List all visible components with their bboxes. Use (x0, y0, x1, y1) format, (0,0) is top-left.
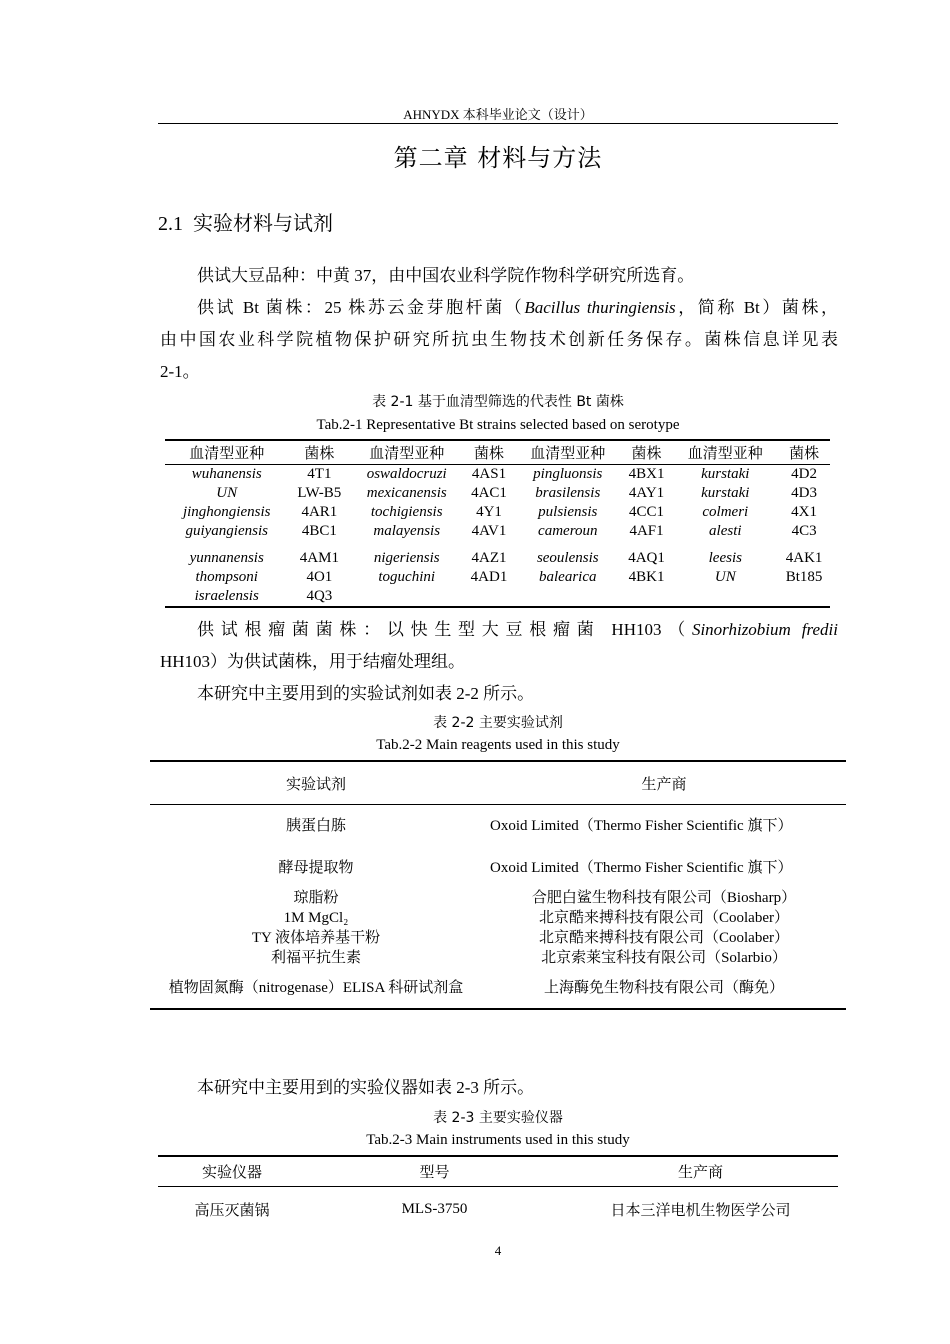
header-rule (158, 123, 838, 124)
table-reagents (150, 760, 846, 1010)
manufacturer-cell: 北京酷来搏科技有限公司（Coolaber） (539, 910, 789, 926)
rhizobium-line-1 (160, 614, 838, 646)
manufacturer-cell: 上海酶免生物科技有限公司（酶免） (543, 979, 784, 996)
strain-cell: 4BX1 (628, 466, 665, 482)
strain-cell (621, 587, 673, 607)
section-heading (158, 207, 333, 236)
strain-cell: LW-B5 (297, 485, 342, 501)
table-row (165, 484, 830, 503)
table3-header: 生产商 (563, 1156, 838, 1187)
bt-species-name: Bacillus thuringiensis (524, 298, 676, 317)
rhizobium-paragraph (160, 614, 838, 678)
serotype-cell: kurstaki (701, 466, 750, 482)
bt-text-a: 供试 Bt 菌株：25 株苏云金芽胞杆菌（ (197, 298, 525, 317)
serotype-cell (515, 587, 621, 607)
serotype-cell: oswaldocruzi (366, 466, 447, 482)
page-header: AHNYDX 本科毕业论文（设计） (403, 107, 593, 122)
serotype-cell: thompsoni (195, 569, 258, 585)
table-row (158, 1187, 838, 1232)
strain-cell: 4AF1 (629, 523, 664, 539)
bt-paragraph-line-3: 2-1。 (160, 362, 200, 381)
table1-caption-cn: 表 2-1 基于血清型筛选的代表性 Bt 菌株 (372, 394, 624, 410)
section-title: 实验材料与试剂 (193, 211, 333, 235)
strain-cell: 4CC1 (629, 504, 665, 520)
table3-header: 型号 (306, 1156, 563, 1187)
table1-header: 血清型亚种 (515, 440, 621, 465)
section-number: 2.1 (158, 213, 183, 235)
table1-header: 血清型亚种 (350, 440, 463, 465)
instrument-cell: 高压灭菌锅 (194, 1202, 270, 1219)
strain-cell: 4X1 (791, 504, 818, 520)
strain-cell: 4T1 (307, 466, 332, 482)
manufacturer-cell: Oxoid Limited（Thermo Fisher Scientific 旗下） (490, 860, 793, 876)
serotype-cell: israelensis (194, 588, 259, 604)
table1-header: 菌株 (288, 440, 350, 465)
manufacturer-cell: 合肥白鲨生物科技有限公司（Biosharp） (531, 890, 797, 906)
manufacturer-cell: 北京索莱宝科技有限公司（Solarbio） (541, 950, 787, 966)
table-row (150, 889, 846, 909)
serotype-cell (350, 587, 463, 607)
reagent-cell: 琼脂粉 (293, 890, 339, 906)
table-row (165, 522, 830, 541)
bt-paragraph-line-2: 由中国农业科学院植物保护研究所抗虫生物技术创新任务保存。菌株信息详见表 (160, 330, 838, 349)
soy-variety-paragraph: 供试大豆品种：中黄 37，由中国农业科学院作物科学研究所选育。 (197, 266, 695, 285)
table1-header: 菌株 (778, 440, 830, 465)
serotype-cell: seoulensis (536, 550, 599, 566)
serotype-cell: malayensis (373, 523, 441, 539)
manufacturer-cell: 北京酷来搏科技有限公司（Coolaber） (539, 930, 789, 946)
table-bt-strains (165, 439, 830, 608)
chapter-title: 第二章 材料与方法 (393, 144, 603, 172)
serotype-cell: mexicanensis (366, 485, 447, 501)
serotype-cell: brasilensis (535, 485, 601, 501)
serotype-cell: jinghongiensis (182, 504, 271, 520)
strain-cell: 4AD1 (470, 569, 508, 585)
strain-cell: 4BK1 (628, 569, 665, 585)
serotype-cell: guiyangiensis (185, 523, 268, 539)
serotype-cell: tochigiensis (370, 504, 443, 520)
manufacturer-cell: Oxoid Limited（Thermo Fisher Scientific 旗下） (490, 818, 793, 835)
page-number: 4 (494, 1243, 502, 1258)
serotype-cell: UN (714, 569, 736, 585)
table-instruments (158, 1155, 838, 1231)
strain-cell: 4AR1 (301, 504, 338, 520)
table1-header: 血清型亚种 (165, 440, 288, 465)
table3-header: 实验仪器 (158, 1156, 306, 1187)
strain-cell: 4AK1 (785, 550, 823, 566)
table-row (150, 949, 846, 969)
table-row (150, 849, 846, 889)
reagent-cell: 胰蛋白胨 (285, 818, 346, 835)
table1-header: 菌株 (463, 440, 515, 465)
table2-header: 生产商 (482, 761, 846, 805)
rhizobium-text-a: 供试根瘤菌菌株：以快生型大豆根瘤菌 HH103（ (197, 620, 692, 639)
strain-cell: 4Q3 (306, 588, 333, 604)
reagent-cell: 利福平抗生素 (270, 950, 361, 966)
strain-cell: 4AM1 (299, 550, 339, 566)
table2-caption-en: Tab.2-2 Main reagents used in this study (376, 737, 620, 753)
table-row (165, 465, 830, 485)
serotype-cell: nigeriensis (373, 550, 440, 566)
table-row (150, 805, 846, 849)
table-row (150, 969, 846, 1009)
serotype-cell: wuhanensis (191, 466, 262, 482)
strain-cell: 4Y1 (476, 504, 502, 520)
strain-cell: 4D2 (791, 466, 818, 482)
strain-cell: 4D3 (791, 485, 818, 501)
serotype-cell: cameroun (538, 523, 598, 539)
bt-strain-paragraph (160, 292, 838, 388)
table-row (165, 587, 830, 607)
serotype-cell: leesis (708, 550, 742, 566)
table3-caption-cn: 表 2-3 主要实验仪器 (433, 1110, 563, 1126)
serotype-cell (672, 587, 778, 607)
serotype-cell: yunnanensis (189, 550, 264, 566)
model-cell: MLS-3750 (401, 1200, 468, 1217)
strain-cell (778, 587, 830, 607)
serotype-cell: alesti (709, 523, 742, 539)
strain-cell: 4AV1 (471, 523, 507, 539)
strain-cell (463, 587, 515, 607)
serotype-cell: pingluonsis (533, 466, 603, 482)
strain-cell: 4O1 (306, 569, 333, 585)
strain-cell: 4AY1 (628, 485, 665, 501)
serotype-cell: colmeri (702, 504, 749, 520)
rhizobium-line-2: HH103）为供试菌株，用于结瘤处理组。 (160, 652, 466, 671)
table2-header: 实验试剂 (150, 761, 482, 805)
reagent-cell: TY 液体培养基干粉 (251, 930, 381, 946)
reagents-intro: 本研究中主要用到的实验试剂如表 2-2 所示。 (197, 684, 535, 703)
table1-header: 菌株 (621, 440, 673, 465)
table-row (150, 929, 846, 949)
serotype-cell: kurstaki (701, 485, 750, 501)
reagent-cell: 酵母提取物 (278, 860, 354, 876)
strain-cell: 4AQ1 (628, 550, 665, 566)
reagent-cell: 植物固氮酶（nitrogenase）ELISA 科研试剂盒 (168, 979, 464, 996)
table3-caption-en: Tab.2-3 Main instruments used in this study (366, 1132, 630, 1148)
reagent-cell: 1M MgCl₂ (283, 910, 349, 926)
manufacturer-cell: 日本三洋电机生物医学公司 (610, 1202, 791, 1219)
strain-cell: 4AZ1 (471, 550, 507, 566)
strain-cell: 4BC1 (301, 523, 337, 539)
bt-text-b: ，简称 Bt）菌株， (675, 298, 839, 317)
table-row (150, 909, 846, 929)
strain-cell: 4AS1 (471, 466, 507, 482)
table2-caption-cn: 表 2-2 主要实验试剂 (433, 715, 563, 731)
bt-paragraph-line-1 (160, 292, 838, 324)
table1-header: 血清型亚种 (672, 440, 778, 465)
strain-cell: 4C3 (791, 523, 817, 539)
strain-cell: Bt185 (785, 569, 823, 585)
serotype-cell: balearica (539, 569, 597, 585)
table-row (165, 541, 830, 568)
serotype-cell: toguchini (378, 569, 436, 585)
table1-caption-en: Tab.2-1 Representative Bt strains selected based on serotype (316, 417, 680, 433)
rhizobium-species-name: Sinorhizobium fredii (691, 620, 838, 639)
serotype-cell: UN (216, 485, 238, 501)
serotype-cell: pulsiensis (538, 504, 598, 520)
table-row (165, 503, 830, 522)
table-row (165, 568, 830, 587)
strain-cell: 4AC1 (471, 485, 507, 501)
instruments-intro: 本研究中主要用到的实验仪器如表 2-3 所示。 (197, 1078, 535, 1097)
